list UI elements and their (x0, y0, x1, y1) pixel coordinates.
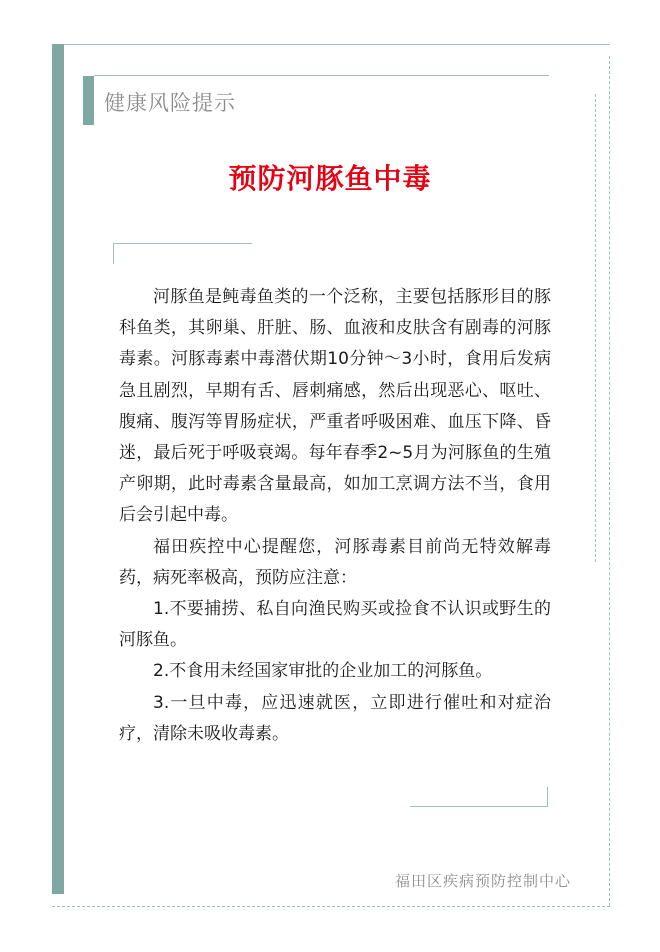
header-top-line (94, 75, 549, 76)
paragraph-tip-1: 1.不要捕捞、私自向渔民购买或捡食不认识或野生的河豚鱼。 (119, 599, 551, 651)
top-left-bracket-decoration (113, 243, 252, 264)
header-accent-block (83, 76, 94, 125)
top-border-line (64, 44, 610, 45)
section-label: 健康风险提示 (104, 91, 236, 115)
bottom-right-bracket-decoration (410, 787, 548, 807)
paragraph-reminder: 福田疾控中心提醒您，河豚毒素目前尚无特效解毒药，病死率极高，预防应注意： (119, 536, 551, 588)
bottom-dashed-border (52, 906, 610, 907)
paragraph-tip-3: 3.一旦中毒，应迅速就医，立即进行催吐和对症治疗，清除未吸收毒素。 (119, 692, 551, 744)
footer-organization: 福田区疾病预防控制中心 (395, 872, 572, 890)
page-title: 预防河豚鱼中毒 (228, 162, 432, 195)
paragraph-tip-2: 2.不食用未经国家审批的企业加工的河豚鱼。 (153, 661, 493, 682)
article-body (119, 282, 551, 750)
paragraph-intro: 河豚鱼是鲀毒鱼类的一个泛称，主要包括豚形目的豚科鱼类，其卵巢、肝脏、肠、血液和皮肤含有剧毒的河豚毒素。河豚毒素中毒潜伏期10分钟～3小时，食用后发病急且剧烈，早期有舌、唇刺痛感，然后出现恶心、呕吐、腹痛、腹泻等胃肠症状，严重者呼吸困难、血压下降、昏迷，最后死于呼吸衰竭。每年春季2~5月为河豚鱼的生殖产卵期，此时毒素含量最高，如加工烹调方法不当，食用后会引起中毒。 (119, 287, 551, 526)
